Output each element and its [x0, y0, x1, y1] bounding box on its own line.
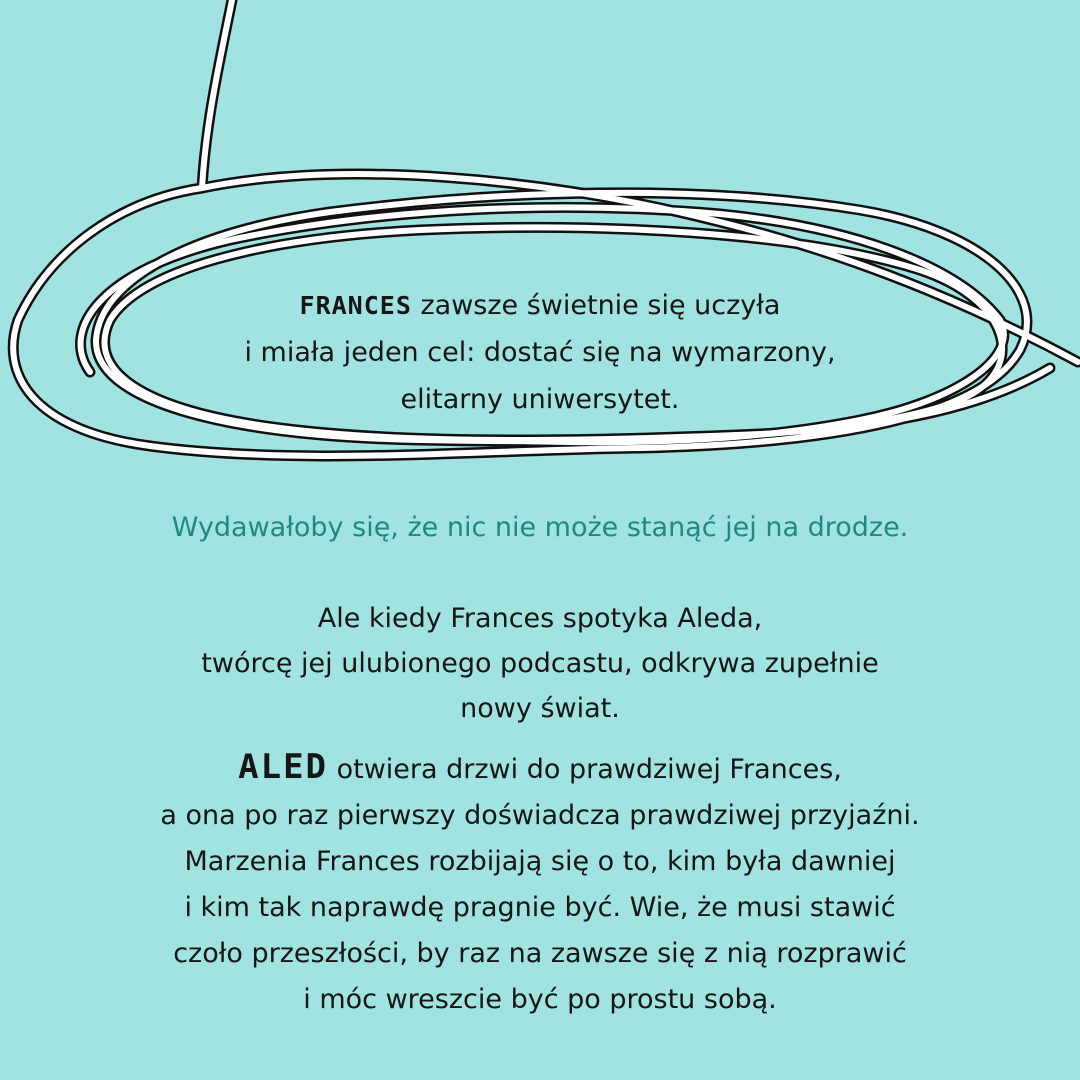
- tangled-string-illustration: [0, 0, 1080, 500]
- paragraph-2-line-1: [60, 744, 1020, 793]
- intro-line-1-rest: zawsze świetnie się uczyła: [420, 290, 781, 321]
- paragraph-1-line-1: Ale kiedy Frances spotyka Aleda,: [317, 603, 763, 634]
- intro-line-2: i miała jeden cel: dostać się na wymarzony,: [244, 337, 836, 368]
- paragraph-2-line-6: i móc wreszcie być po prostu sobą.: [303, 984, 777, 1015]
- teaser-line: Wydawałoby się, że nic nie może stanąć jej na drodze.: [171, 512, 909, 543]
- paragraph-1-line-2: twórcę jej ulubionego podcastu, odkrywa zupełnie: [201, 648, 879, 679]
- paragraph-2-line-2: a ona po raz pierwszy doświadcza prawdziwej przyjaźni.: [160, 800, 920, 831]
- paragraph-2-line-3: Marzenia Frances rozbijają się o to, kim była dawniej: [184, 846, 896, 877]
- paragraph-2-line-1-rest: otwiera drzwi do prawdziwej Frances,: [336, 754, 842, 785]
- paragraph-1-line-3: nowy świat.: [460, 693, 620, 724]
- intro-text: [140, 282, 940, 423]
- paragraph-2-line-4: i kim tak naprawdę pragnie być. Wie, że musi stawić: [184, 892, 896, 923]
- paragraph-2: [60, 744, 1020, 1023]
- paragraph-1: [100, 596, 980, 731]
- intro-line-3: elitarny uniwersytet.: [400, 384, 680, 415]
- name-frances-handwritten: FRANCES: [299, 291, 412, 320]
- paragraph-2-line-5: czoło przeszłości, by raz na zawsze się z nią rozprawić: [173, 938, 907, 969]
- name-aled-handwritten: ALED: [238, 747, 329, 787]
- intro-line-1: [140, 282, 940, 329]
